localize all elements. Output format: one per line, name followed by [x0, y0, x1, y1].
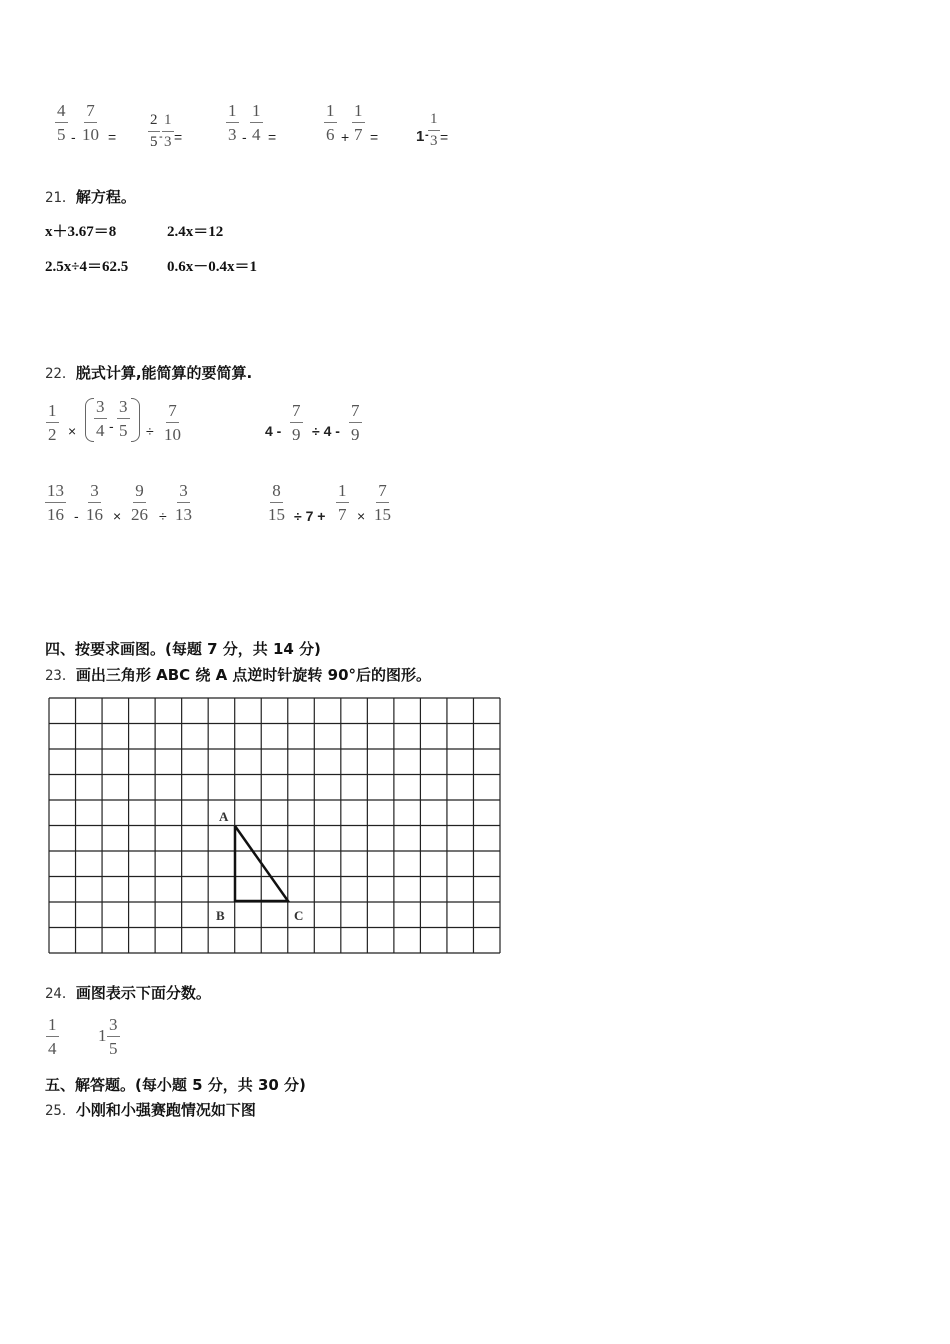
question-title: 解方程。	[75, 188, 136, 206]
question-title: 画出三角形 ABC 绕 A 点逆时针旋转 90°后的图形。	[75, 666, 432, 684]
times-sign: ×	[113, 508, 122, 524]
fraction-1-7: $\frac{1}{7}$	[338, 481, 347, 524]
equation-1: x＋3.67＝8	[45, 224, 117, 240]
fraction-1-6: $\frac{1}{6}$	[326, 101, 335, 144]
fraction-3-13: $\frac{3}{13}$	[175, 481, 192, 524]
equation-2: 2.4x＝12	[167, 224, 224, 240]
fraction-8-15: $\frac{8}{15}$	[268, 481, 285, 524]
fraction-7-9: $\frac{7}{9}$	[292, 401, 301, 444]
equals-sign: =	[440, 129, 449, 145]
fraction-3-16: $\frac{3}{16}$	[86, 481, 103, 524]
fraction-1-3: $\frac{1}{3}$	[430, 111, 438, 149]
fraction-3-4: $\frac{3}{4}$	[96, 397, 105, 440]
minus-sign: -	[74, 508, 79, 524]
question-23-heading	[45, 664, 431, 685]
fraction-1-4: $\frac{1}{4}$	[48, 1015, 57, 1058]
fraction-1-7: $\frac{1}{7}$	[354, 101, 363, 144]
question-number: 25．	[45, 1103, 76, 1119]
question-title: 小刚和小强赛跑情况如下图	[75, 1101, 256, 1119]
fraction-7-15: $\frac{7}{15}$	[374, 481, 391, 524]
fraction-7-10: $\frac{7}{10}$	[164, 401, 181, 444]
question-24-heading	[45, 982, 211, 1003]
question-number: 24．	[45, 986, 76, 1002]
middle-term: ÷ 4 -	[312, 423, 340, 439]
divide-sign: ÷	[159, 508, 167, 524]
fraction-13-16: $\frac{13}{16}$	[47, 481, 64, 524]
fraction-7-9: $\frac{7}{9}$	[351, 401, 360, 444]
minus-sign: -	[242, 129, 247, 145]
triangle-grid-figure	[48, 697, 502, 955]
fraction-1-3: $\frac{1}{3}$	[164, 112, 172, 150]
fraction-1-4: $\frac{1}{4}$	[252, 101, 261, 144]
fraction-1-2: $\frac{1}{2}$	[48, 401, 57, 444]
fraction-3-5: $\frac{3}{5}$	[119, 397, 128, 440]
equation-3: 2.5x÷4＝62.5	[45, 259, 129, 275]
vertex-label-b: B	[216, 908, 225, 923]
section-5-title: 五、解答题。(每小题 5 分，共 30 分)	[45, 1076, 306, 1094]
mixed-whole: 1	[98, 1026, 107, 1045]
question-21-heading	[45, 186, 136, 207]
minus-sign: -	[159, 131, 163, 143]
vertex-label-a: A	[219, 809, 229, 824]
times-sign: ×	[68, 423, 77, 439]
lead-term: 4 -	[265, 423, 282, 439]
equals-sign: =	[174, 129, 183, 145]
minus-sign: -	[71, 129, 76, 145]
question-title: 画图表示下面分数。	[75, 984, 211, 1002]
fraction-4-5: $\frac{4}{5}$	[57, 101, 66, 144]
section-4-title: 四、按要求画图。(每题 7 分，共 14 分)	[45, 640, 321, 658]
vertex-label-c: C	[294, 908, 304, 923]
fraction-7-10: $\frac{7}{10}$	[82, 101, 99, 144]
right-paren	[131, 398, 140, 442]
question-22-heading	[45, 362, 252, 383]
equals-sign: =	[108, 129, 117, 145]
fraction-3-5: $\frac{3}{5}$	[109, 1015, 118, 1058]
equals-sign: =	[370, 129, 379, 145]
middle-term: ÷ 7 +	[294, 508, 326, 524]
whole-one: 1	[416, 128, 425, 145]
grid-lines	[49, 698, 500, 953]
plus-sign: +	[341, 129, 350, 145]
question-number: 22．	[45, 366, 76, 382]
left-paren	[85, 398, 94, 442]
divide-sign: ÷	[146, 423, 154, 439]
equation-4: 0.6x－0.4x＝1	[167, 259, 258, 275]
mixed-whole-2: $\frac{2}{5}$	[150, 112, 158, 150]
question-25-heading	[45, 1099, 256, 1120]
question-title: 脱式计算,能简算的要简算.	[75, 364, 253, 382]
minus-sign: -	[109, 418, 114, 434]
fraction-1-3: $\frac{1}{3}$	[228, 101, 237, 144]
question-number: 23．	[45, 668, 76, 684]
times-sign: ×	[357, 508, 366, 524]
fraction-9-26: $\frac{9}{26}$	[131, 481, 148, 524]
equals-sign: =	[268, 129, 277, 145]
minus-sign: -	[425, 129, 429, 141]
question-number: 21．	[45, 190, 76, 206]
